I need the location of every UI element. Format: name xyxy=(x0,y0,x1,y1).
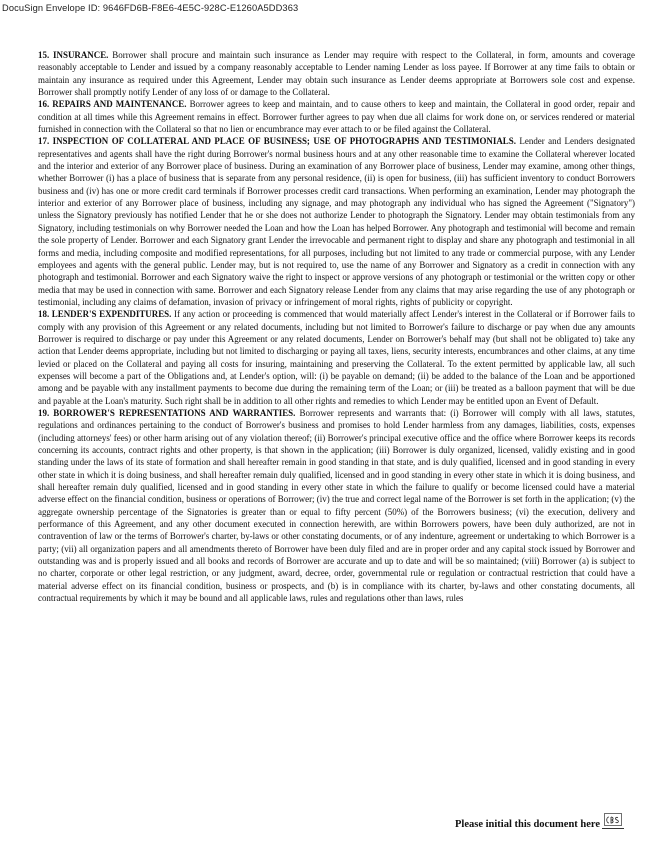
section-text: Borrower shall procure and maintain such insurance as Lender may require with respect to the Collateral, in form, amounts and coverage reasonably acceptable to Lender and issued by a company reasonably acceptable to Lender naming Lender as loss payee. If Borrower at any time fails to obtain or maintain any insurance as required under this Agreement, Lender may obtain such insurance as Lender deems appropriate at Borrowers sole cost and expense. Borrower shall promptly notify Lender of any loss of or damage to the Collateral. xyxy=(38,50,635,98)
section-heading: 15. INSURANCE. xyxy=(38,50,109,60)
section-heading: 16. REPAIRS AND MAINTENANCE. xyxy=(38,99,187,110)
handwritten-initials-icon xyxy=(604,813,622,827)
section-17 xyxy=(38,135,635,308)
section-heading: 19. BORROWER'S REPRESENTATIONS AND WARRANTIES. xyxy=(38,407,296,418)
initial-footer xyxy=(455,814,624,830)
section-15 xyxy=(38,49,635,98)
section-16 xyxy=(38,98,635,135)
section-heading: 17. INSPECTION OF COLLATERAL AND PLACE OF BUSINESS; USE OF PHOTOGRAPHS AND TESTIMONIALS. xyxy=(38,136,516,147)
section-text: Borrower represents and warrants that: (i) Borrower will comply with all laws, statutes, regulations and ordinances pertaining to the conduct of Borrower's business and promises to hold Lender harmless from any damages, liabilities, costs, expenses (including attorneys' fees) or other harm arising out of any violation thereof; (ii) Borrower's principal executive office and the office where Borrower keeps its records concerning its accounts, contract rights and other property, is that shown in the application; (iii) Borrower is duly organized, licensed, validly existing and in good standing under the laws of its state of formation and shall hereafter remain in good standing in that state, and is duly qualified, licensed and in good standing in every other state in which it is doing business, and shall hereafter remain duly qualified, licensed and in good standing in every other state in which it is doing business, and shall hereafter remain duly qualified, licensed and in good standing in every other state in which the failure to qualify or become licensed could have a material adverse effect on the financial condition, business or operations of Borrower; (iv) the true and correct legal name of the Borrower is set forth in the application; (v) the aggregate ownership percentage of the Signatories is greater than or equal to fifty percent (50%) of the Borrowers business; (vi) the execution, delivery and performance of this Agreement, and any other document executed in connection herewith, are within Borrowers powers, have been duly authorized, are not in contravention of law or the terms of Borrower's charter, by-laws or other constating documents, or of any indenture, agreement or undertaking to which Borrower is a party; (vii) all organization papers and all amendments thereto of Borrower have been duly filed and are in proper order and any capital stock issued by Borrower and outstanding was and is properly issued and all books and records of Borrower are accurate and up to date and will be so maintained; (viii) Borrower (a) is subject to no charter, corporate or other legal restriction, or any judgment, award, decree, order, governmental rule or regulation or contractual restriction that could have a material adverse effect on its financial condition, business or prospects, and (b) is in compliance with its charter, by-laws and other constating documents, all contractual requirements by which it may be bound and all applicable laws, rules and regulations other than laws, rules xyxy=(38,407,636,604)
initials-field[interactable] xyxy=(602,813,624,829)
document-body xyxy=(38,49,635,604)
section-18 xyxy=(38,308,635,407)
section-19 xyxy=(38,407,635,605)
section-text: Lender and Lenders designated representatives and agents shall have the right during Borrower's normal business hours and at any other reasonable time to examine the Collateral wherever located and the interior and exterior of any Borrower place of business. During an examination of any Borrower place of business, Lender may examine, among other things, whether Borrower (i) has a place of business that is separate from any personal residence, (ii) is open for business, (iii) has sufficient inventory to conduct Borrowers business and (iv) has one or more credit card terminals if Borrower processes credit card transactions. When performing an examination, Lender may photograph the interior and exterior of any Borrower place of business, including any signage, and may photograph any individual who has signed the Agreement ("Signatory") unless the Signatory previously has notified Lender that he or she does not authorize Lender to photograph the Signatory. Lender may obtain testimonials from any Signatory, including testimonials on why Borrower needed the Loan and how the Loan has helped Borrower. Any photograph and testimonial will become and remain the sole property of Lender. Borrower and each Signatory grant Lender the irrevocable and permanent right to display and share any photograph and testimonial in all forms and media, including composite and modified representations, for all purposes, including but not limited to any trade or commercial purpose, with any Lender employees and agents with the general public. Lender may, but is not required to, use the name of any Borrower and Signatory as a credit in connection with any photograph and testimonial. Borrower and each Signatory waive the right to inspect or approve versions of any photograph or testimonial or the written copy or other media that may be used in connection with same. Borrower and each Signatory release Lender from any claims that may arise regarding the use of any photograph or testimonial, including any claims of defamation, invasion of privacy or infringement of moral rights, rights of publicity or copyright. xyxy=(38,136,635,307)
initial-prompt: Please initial this document here xyxy=(455,819,601,830)
section-heading: 18. LENDER'S EXPENDITURES. xyxy=(38,309,172,320)
docusign-envelope-id: DocuSign Envelope ID: 9646FD6B-F8E6-4E5C-928C-E1260A5DD363 xyxy=(2,3,299,13)
section-text: If any action or proceeding is commenced that would materially affect Lender's interest in the Collateral or if Borrower fails to comply with any provision of this Agreement or any related documents, including but not limited to Borrower's failure to discharge or pay when due any amounts Borrower is required to discharge or pay under this Agreement or any related documents, Lender on Borrower's behalf may (but shall not be obligated to) take any action that Lender deems appropriate, including but not limited to discharging or paying all taxes, liens, security interests, encumbrances and other claims, at any time levied or placed on the Collateral and paying all costs for insuring, maintaining and preserving the Collateral. To the extent permitted by applicable law, all such expenses will become a part of the Obligations and, at Lender's option, will: (i) be payable on demand; (ii) be added to the balance of the Loan and be apportioned among and be payable with any installment payments to become due during the remaining term of the Loan; or (iii) be treated as a balloon payment that will be due and payable at the Loan's maturity. Such right shall be in addition to all other rights and remedies to which Lender may be entitled upon an Event of Default. xyxy=(38,309,636,406)
section-text: Borrower agrees to keep and maintain, and to cause others to keep and maintain, the Collateral in good order, repair and condition at all times while this Agreement remains in effect. Borrower further agrees to pay when due all claims for work done on, or services rendered or material furnished in connection with the Collateral so that no lien or encumbrance may ever attach to or be filed against the Collateral. xyxy=(38,99,635,135)
